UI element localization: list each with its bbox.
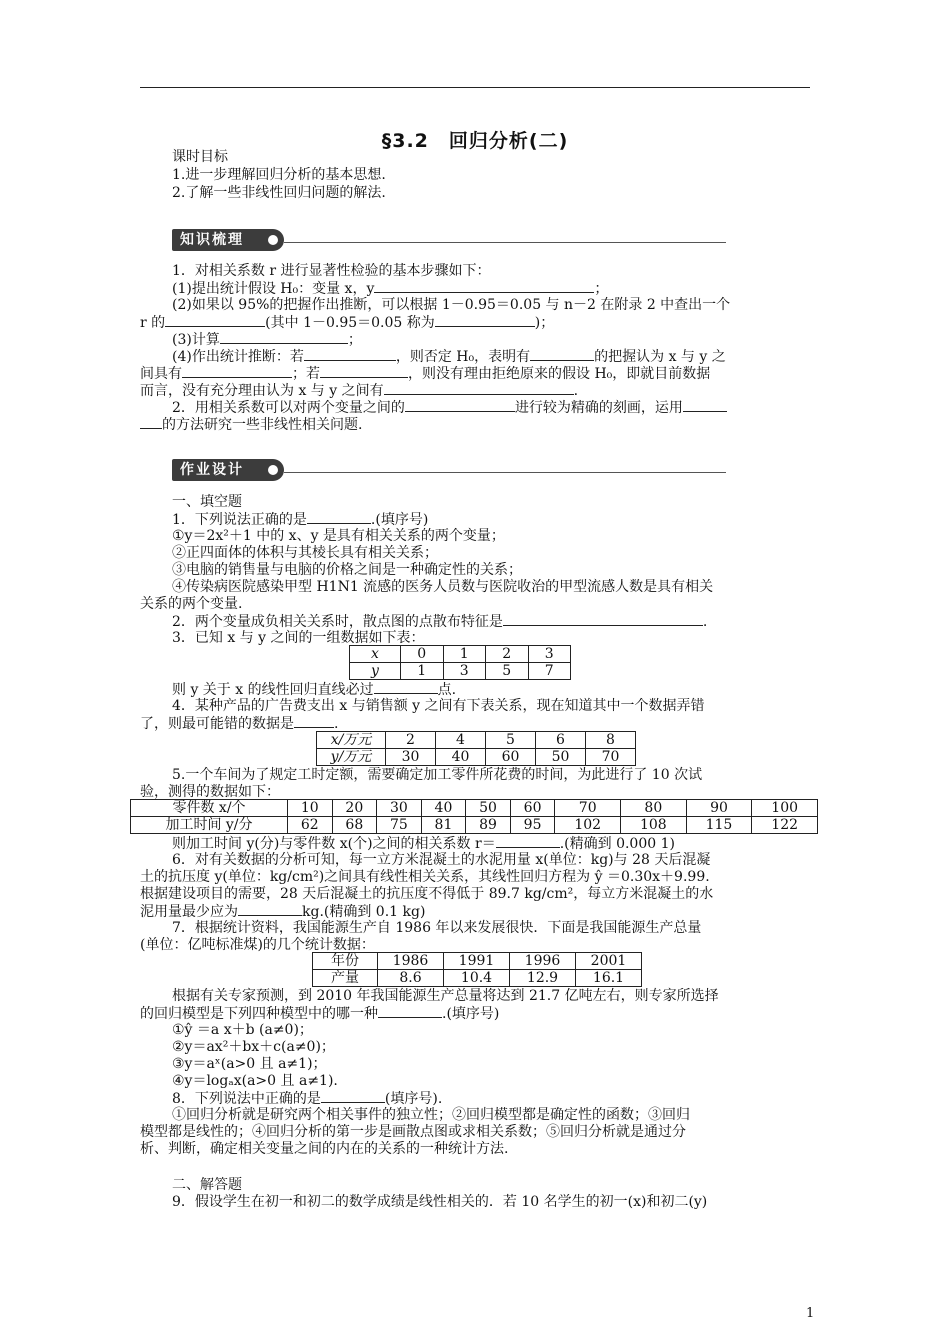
- q7-stem: (单位：亿吨标准煤)的几个统计数据：: [140, 937, 375, 953]
- table-cell: 40: [436, 749, 486, 766]
- q5-stem: 5.一个车间为了规定工时定额，需要确定加工零件所花费的时间，为此进行了 10 次试: [172, 767, 703, 783]
- table-cell: 2: [486, 646, 529, 663]
- table-cell: 6: [536, 732, 586, 749]
- answer-blank[interactable]: [320, 364, 408, 378]
- q7-stem: 7．根据统计资料，我国能源生产自 1986 年以来发展很快．下面是我国能源生产总量: [172, 920, 702, 936]
- q6-stem: 6．对有关数据的分析可知，每一立方米混凝土的水泥用量 x(单位：kg)与 28 天后混凝: [172, 852, 711, 868]
- answer-blank[interactable]: [496, 834, 560, 848]
- table-cell: 89: [466, 817, 511, 834]
- q7-option: ②y＝ax²＋bx＋c(a≠0)；: [172, 1039, 335, 1055]
- table-row: [350, 646, 571, 663]
- q4-table: [316, 731, 636, 766]
- q3-question: 则 y 关于 x 的线性回归直线必过 点.: [172, 682, 457, 698]
- table-cell: 90: [686, 800, 752, 817]
- table-cell: 50: [466, 800, 511, 817]
- q8-options: ①回归分析就是研究两个相关事件的独立性；②回归模型都是确定性的函数；③回归: [172, 1107, 690, 1123]
- q3-table: [349, 645, 571, 680]
- q9-stem: 9．假设学生在初一和初二的数学成绩是线性相关的．若 10 名学生的初一(x)和初二(y): [172, 1194, 708, 1210]
- table-cell: 60: [486, 749, 536, 766]
- table-cell: 1: [443, 646, 486, 663]
- header-rule: [140, 87, 810, 88]
- banner-label: 知识梳理: [172, 229, 284, 251]
- banner-rule: [284, 242, 726, 243]
- q1-option: ④传染病医院感染甲型 H1N1 流感的医务人员数与医院收治的甲型流感人数是具有相关: [172, 579, 714, 595]
- q6-stem: 泥用量最少应为 kg.(精确到 0.1 kg): [140, 904, 426, 920]
- table-cell: 122: [752, 817, 818, 834]
- q7-option: ①ŷ ＝a x＋b (a≠0)；: [172, 1022, 313, 1038]
- q5-table: [130, 799, 818, 834]
- table-cell: 2001: [576, 953, 642, 970]
- s1-line: (4)作出统计推断：若 ，则否定 H₀，表明有 的把握认为 x 与 y 之: [172, 349, 726, 365]
- table-cell: 5: [486, 732, 536, 749]
- table-cell: 7: [528, 663, 571, 680]
- table-row: [313, 953, 642, 970]
- answer-blank[interactable]: [294, 714, 334, 728]
- table-cell: 10.4: [444, 970, 510, 987]
- table-cell: 8: [586, 732, 636, 749]
- table-cell: 95: [510, 817, 555, 834]
- q1-option: ③电脑的销售量与电脑的价格之间是一种确定性的关系；: [172, 562, 522, 578]
- answer-blank[interactable]: [530, 347, 594, 361]
- fill-heading: 一、填空题: [172, 494, 242, 510]
- table-row: [350, 663, 571, 680]
- q1-option: 关系的两个变量.: [140, 596, 243, 612]
- page-title: §3.2 回归分析(二): [381, 130, 569, 152]
- q7-question: 根据有关专家预测，到 2010 年我国能源生产总量将达到 21.7 亿吨左右，则专家所选择: [172, 988, 719, 1004]
- goals-heading: 课时目标: [172, 149, 228, 165]
- s1-line: (3)计算 ；: [172, 332, 362, 348]
- s1-line: 的方法研究一些非线性相关问题.: [140, 415, 820, 435]
- q4-stem: 4．某种产品的广告费支出 x 与销售额 y 之间有下表关系，现在知道其中一个数据弄错: [172, 698, 705, 714]
- answer-blank[interactable]: [220, 330, 348, 344]
- table-cell: 1991: [444, 953, 510, 970]
- q8-stem: 8．下列说法中正确的是 (填序号).: [172, 1091, 443, 1107]
- table-cell: 20: [332, 800, 377, 817]
- row-header: 产量: [313, 970, 378, 987]
- answer-blank[interactable]: [182, 364, 292, 378]
- answer-blank[interactable]: [374, 680, 438, 694]
- s1-line: 2．用相关系数可以对两个变量之间的 进行较为精确的刻画，运用: [140, 398, 852, 418]
- q1-option: ①y＝2x²＋1 中的 x、y 是具有相关关系的两个变量；: [172, 528, 505, 544]
- table-cell: 4: [436, 732, 486, 749]
- table-cell: 62: [288, 817, 333, 834]
- answer-blank[interactable]: [374, 279, 594, 293]
- answer-blank[interactable]: [238, 902, 302, 916]
- goal-item: 1.进一步理解回归分析的基本思想.: [172, 167, 386, 183]
- table-cell: 100: [752, 800, 818, 817]
- q7-table: [312, 952, 642, 987]
- table-cell: 1996: [510, 953, 576, 970]
- row-header: x: [350, 646, 401, 663]
- row-header: y/万元: [317, 749, 386, 766]
- banner-label: 作业设计: [172, 459, 284, 481]
- answer-blank[interactable]: [405, 398, 515, 412]
- q7-option: ③y＝aˣ(a>0 且 a≠1)；: [172, 1056, 327, 1072]
- table-cell: 40: [421, 800, 466, 817]
- q7-option: ④y＝logₐx(a>0 且 a≠1).: [172, 1073, 338, 1089]
- q1-stem: 1．下列说法正确的是 .(填序号): [172, 512, 429, 528]
- s1-line: r 的 (其中 1－0.95＝0.05 称为 )；: [140, 315, 555, 331]
- row-header: 加工时间 y/分: [131, 817, 288, 834]
- goal-item: 2.了解一些非线性回归问题的解法.: [172, 185, 386, 201]
- table-cell: 1: [401, 663, 444, 680]
- q2-stem: 2．两个变量成负相关关系时，散点图的点散布特征是 .: [172, 614, 708, 630]
- table-cell: 81: [421, 817, 466, 834]
- table-row: [131, 800, 818, 817]
- q3-stem: 3．已知 x 与 y 之间的一组数据如下表：: [172, 630, 425, 646]
- answer-heading: 二、解答题: [172, 1177, 242, 1193]
- table-cell: 75: [377, 817, 422, 834]
- table-cell: 68: [332, 817, 377, 834]
- answer-blank[interactable]: [321, 1089, 385, 1103]
- answer-blank[interactable]: [503, 612, 703, 626]
- table-row: [313, 970, 642, 987]
- table-cell: 60: [510, 800, 555, 817]
- table-row: [317, 749, 636, 766]
- q6-stem: 土的抗压度 y(单位：kg/cm²)之间具有线性相关关系，其线性回归方程为 ŷ ＝0.30x＋9.99.: [140, 869, 710, 885]
- row-header: 年份: [313, 953, 378, 970]
- table-cell: 30: [386, 749, 436, 766]
- q4-stem: 了，则最可能错的数据是 .: [140, 716, 339, 732]
- answer-blank[interactable]: [165, 313, 265, 327]
- table-cell: 5: [486, 663, 529, 680]
- table-cell: 108: [621, 817, 687, 834]
- q7-question: 的回归模型是下列四种模型中的哪一种 .(填序号): [140, 1006, 500, 1022]
- table-cell: 0: [401, 646, 444, 663]
- answer-blank[interactable]: [140, 415, 162, 429]
- table-cell: 70: [555, 800, 621, 817]
- table-cell: 3: [443, 663, 486, 680]
- row-header: 零件数 x/个: [131, 800, 288, 817]
- s1-line: 间具有 ；若 ，则没有理由拒绝原来的假设 H₀，即就目前数据: [140, 366, 711, 382]
- table-cell: 10: [288, 800, 333, 817]
- row-header: x/万元: [317, 732, 386, 749]
- table-cell: 70: [586, 749, 636, 766]
- page-number: 1: [806, 1306, 815, 1321]
- banner-rule: [284, 472, 726, 473]
- bullet-icon: [268, 235, 278, 245]
- q5-question: 则加工时间 y(分)与零件数 x(个)之间的相关系数 r＝ .(精确到 0.000 1): [172, 836, 675, 852]
- table-cell: 16.1: [576, 970, 642, 987]
- answer-blank[interactable]: [435, 313, 535, 327]
- table-cell: 115: [686, 817, 752, 834]
- s1-line: 1．对相关系数 r 进行显著性检验的基本步骤如下：: [172, 263, 491, 279]
- answer-blank[interactable]: [304, 347, 396, 361]
- answer-blank[interactable]: [683, 398, 727, 412]
- answer-blank[interactable]: [307, 510, 371, 524]
- table-cell: 2: [386, 732, 436, 749]
- table-cell: 1986: [378, 953, 444, 970]
- table-cell: 8.6: [378, 970, 444, 987]
- s1-line: (2)如果以 95%的把握作出推断，可以根据 1－0.95＝0.05 与 n－2 在附录 2 中查出一个: [172, 297, 731, 313]
- q6-stem: 根据建设项目的需要，28 天后混凝土的抗压度不得低于 89.7 kg/cm²，每立方米混凝土的水: [140, 886, 714, 902]
- bullet-icon: [268, 465, 278, 475]
- table-cell: 102: [555, 817, 621, 834]
- s1-line: (1)提出统计假设 H₀：变量 x，y ；: [172, 281, 609, 297]
- s1-line: 而言，没有充分理由认为 x 与 y 之间有 .: [140, 383, 579, 399]
- table-cell: 30: [377, 800, 422, 817]
- table-cell: 12.9: [510, 970, 576, 987]
- answer-blank[interactable]: [384, 381, 574, 395]
- q5-stem: 验，测得的数据如下：: [140, 784, 280, 800]
- answer-blank[interactable]: [378, 1004, 442, 1018]
- q1-option: ②正四面体的体积与其棱长具有相关关系；: [172, 545, 438, 561]
- table-row: [317, 732, 636, 749]
- row-header: y: [350, 663, 401, 680]
- table-cell: 50: [536, 749, 586, 766]
- q8-options: 析、判断，确定相关变量之间的内在的关系的一种统计方法.: [140, 1141, 509, 1157]
- q8-options: 模型都是线性的；④回归分析的第一步是画散点图或求相关系数；⑤回归分析就是通过分: [140, 1124, 686, 1140]
- table-row: [131, 817, 818, 834]
- table-cell: 80: [621, 800, 687, 817]
- table-cell: 3: [528, 646, 571, 663]
